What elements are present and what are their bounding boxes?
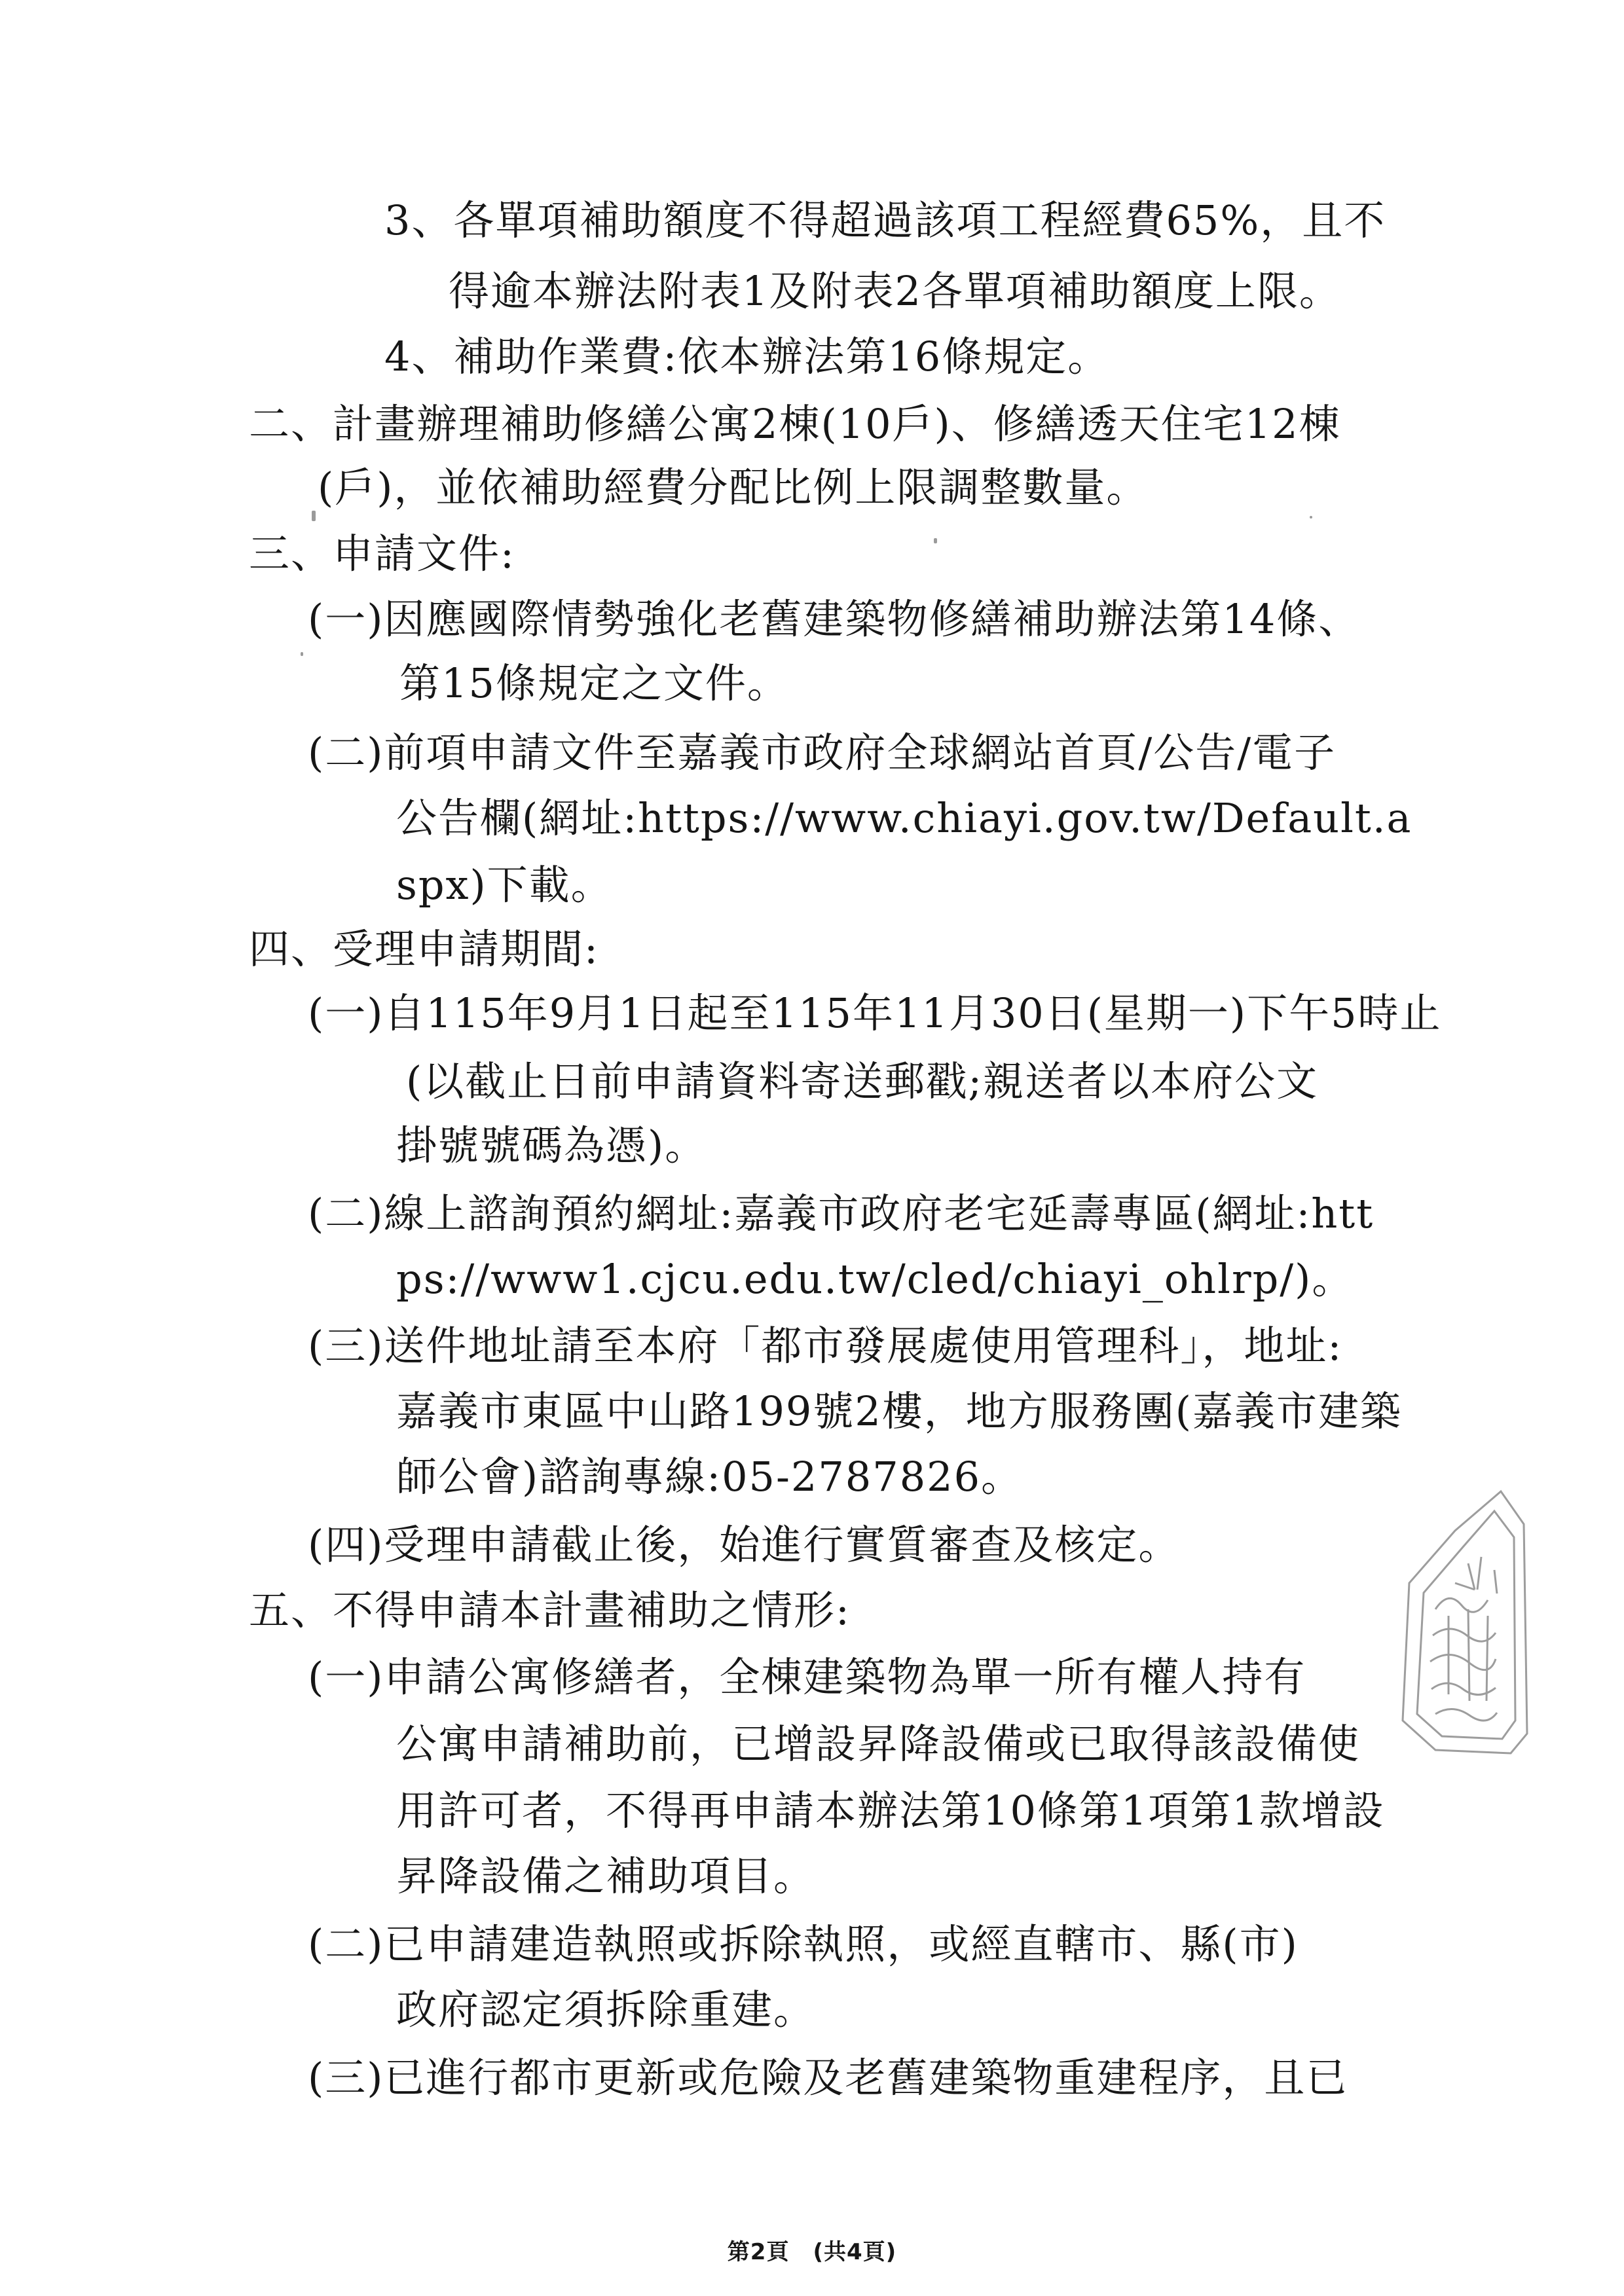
text-line: (三)送件地址請至本府「都市發展處使用管理科」，地址: [308,1322,1343,1370]
section-heading: 五、不得申請本計畫補助之情形: [249,1586,851,1634]
text-line: 得逾本辦法附表1及附表2各單項補助額度上限。 [449,267,1341,315]
text-line: (二)已申請建造執照或拆除執照，或經直轄市、縣(市) [308,1920,1299,1968]
text-line: 3、各單項補助額度不得超過該項工程經費65%，且不 [384,196,1386,244]
section-heading: 三、申請文件: [249,530,515,577]
text-line: 公告欄(網址:https://www.chiayi.gov.tw/Default.a [396,794,1412,842]
text-line: 掛號號碼為憑)。 [396,1121,707,1169]
text-line: 政府認定須拆除重建。 [396,1986,816,2033]
page-footer [0,2238,1624,2267]
scan-speck [312,511,316,521]
text-line: 昇降設備之補助項目。 [396,1852,816,1900]
section-heading: 四、受理申請期間: [249,925,599,973]
text-line: 4、補助作業費:依本辦法第16條規定。 [384,333,1110,380]
text-line: 公寓申請補助前，已增設昇降設備或已取得該設備使 [396,1720,1361,1768]
text-line: spx)下載。 [396,861,613,909]
text-line: (四)受理申請截止後，始進行實質審查及核定。 [308,1521,1181,1569]
text-line: (以截止日前申請資料寄送郵戳;親送者以本府公文 [406,1057,1319,1105]
text-line: ps://www1.cjcu.edu.tw/cled/chiayi_ohlrp/)。 [396,1255,1354,1303]
text-line: (一)因應國際情勢強化老舊建築物修繕補助辦法第14條、 [308,595,1361,643]
text-line: (一)自115年9月1日起至115年11月30日(星期一)下午5時止 [308,989,1442,1037]
text-line: 用許可者，不得再申請本辦法第10條第1項第1款增設 [396,1787,1385,1834]
page-total: (共4頁) [813,2239,897,2265]
text-line: 二、計畫辦理補助修繕公寓2棟(10戶)、修繕透天住宅12棟 [249,400,1341,448]
page-number: 第2頁 [727,2239,790,2265]
scan-speck [1310,516,1312,519]
scan-speck [301,652,303,656]
seal-stamp-icon [1390,1485,1534,1760]
text-line: (二)前項申請文件至嘉義市政府全球網站首頁/公告/電子 [308,729,1337,776]
scan-speck [934,538,937,543]
text-line: 師公會)諮詢專線:05-2787826。 [396,1453,1024,1501]
text-line: (戶)，並依補助經費分配比例上限調整數量。 [318,464,1149,511]
text-line: 嘉義市東區中山路199號2樓，地方服務團(嘉義市建築 [396,1387,1402,1435]
text-line: (一)申請公寓修繕者，全棟建築物為單一所有權人持有 [308,1653,1306,1701]
text-line: (三)已進行都市更新或危險及老舊建築物重建程序，且已 [308,2054,1348,2102]
text-line: (二)線上諮詢預約網址:嘉義市政府老宅延壽專區(網址:htt [308,1190,1375,1237]
text-line: 第15條規定之文件。 [399,659,789,707]
